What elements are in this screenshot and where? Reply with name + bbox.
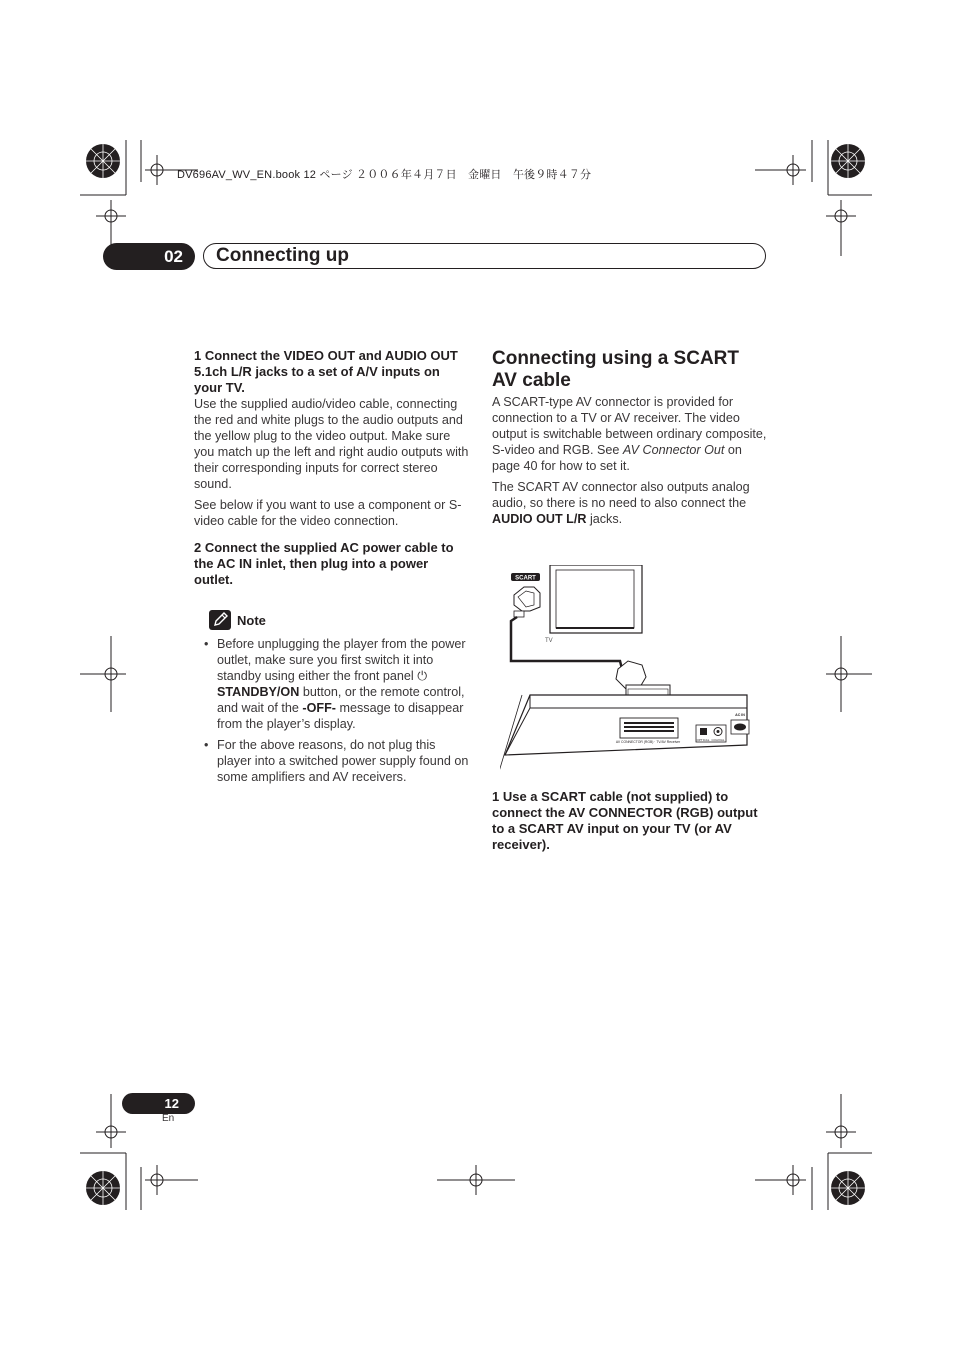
page-number-tab: 12 xyxy=(122,1093,195,1114)
section-paragraph-1 xyxy=(492,394,768,474)
scart-step-1-instruction: 1 Use a SCART cable (not supplied) to connect the AV CONNECTOR (RGB) output to a SCART AV input on your TV (or AV receiver). xyxy=(492,789,758,852)
standby-on-label: STANDBY/ON xyxy=(217,685,300,699)
chapter-number-tab: 02 xyxy=(103,243,195,270)
note-header xyxy=(209,610,470,630)
note-item xyxy=(194,737,470,785)
off-message-label: -OFF- xyxy=(302,701,336,715)
page-language: En xyxy=(162,1113,175,1124)
note-text: Before unplugging the player from the power outlet, make sure you first switch it into standby using either the front panel xyxy=(217,637,466,683)
scart-step-block xyxy=(492,789,768,853)
note-pencil-icon xyxy=(209,610,231,630)
paragraph-text: jacks. xyxy=(586,512,623,526)
section-heading: Connecting using a SCART AV cable xyxy=(492,348,739,391)
bullet: • xyxy=(204,738,209,752)
audio-out-label: AUDIO OUT L/R xyxy=(492,512,587,526)
note-text: message to disappear from the player’s display. xyxy=(217,701,464,731)
step-1-body: Use the supplied audio/video cable, connecting the red and white plugs to the audio outputs and the yellow plug to the video output. Make sure you match up the left and right audio outputs with their corresponding inputs for correct stereo sound. xyxy=(194,397,469,491)
av-connector-out-reference: AV Connector Out xyxy=(622,443,725,457)
paragraph-text: The SCART AV connector also outputs analog audio, so there is no need to also connect the xyxy=(492,480,750,510)
note-text: For the above reasons, do not plug this player into a switched power supply found on some amplifiers and AV receivers. xyxy=(217,738,469,784)
chapter-title: Connecting up xyxy=(216,245,349,266)
coaxial-label: COAXIAL xyxy=(711,738,725,742)
left-column xyxy=(194,348,470,790)
scart-label: SCART xyxy=(515,575,536,582)
optical-label: OPTICAL xyxy=(696,738,710,742)
step-1-body-2: See below if you want to use a component or S-video cable for the video connection. xyxy=(194,498,462,528)
scart-connection-diagram xyxy=(500,565,770,780)
paragraph-text: on page 40 for how to set it. xyxy=(492,443,742,473)
step-2-instruction: 2 Connect the supplied AC power cable to the AC IN inlet, then plug into a power outlet. xyxy=(194,540,454,587)
paragraph-text: A SCART-type AV connector is provided for connection to a TV or AV receiver. The video output is switchable between ordinary composite, S-video and RGB. See xyxy=(492,395,767,457)
note-text: button, or the remote control, and wait of the xyxy=(217,685,465,715)
power-symbol-icon: ⏻ xyxy=(417,669,428,683)
note-list xyxy=(194,636,470,785)
tv-label: TV xyxy=(545,638,553,644)
section-paragraph-2 xyxy=(492,479,768,527)
note-label: Note xyxy=(237,612,266,628)
av-connector-label: AV CONNECTOR (RGB) · TV/AV Receiver xyxy=(615,740,681,744)
right-column xyxy=(492,348,768,527)
ac-in-label: AC IN xyxy=(735,713,745,717)
bullet: • xyxy=(204,637,209,651)
note-item xyxy=(194,636,470,732)
book-file-info: DV696AV_WV_EN.book 12 ページ ２００６年４月７日 金曜日 午後９時４７分 xyxy=(177,169,592,181)
step-1-instruction: 1 Connect the VIDEO OUT and AUDIO OUT 5.1ch L/R jacks to a set of A/V inputs on your TV. xyxy=(194,348,458,395)
